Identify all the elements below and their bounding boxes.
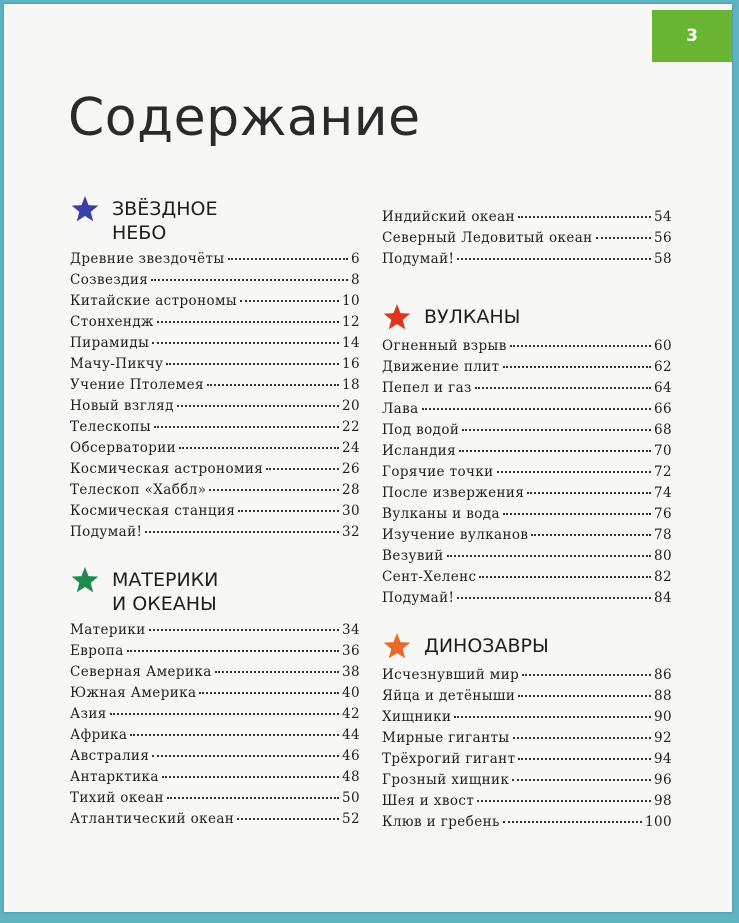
dot-leader <box>459 450 651 452</box>
dot-leader <box>518 695 651 697</box>
toc-entry-title: Шея и хвост <box>382 793 475 809</box>
toc-entry-page: 92 <box>654 730 672 746</box>
dot-leader <box>510 345 651 347</box>
dot-leader <box>512 779 651 781</box>
toc-entry-title: Космическая станция <box>70 503 236 519</box>
toc-entry-title: Материки <box>70 622 146 638</box>
dot-leader <box>477 800 651 802</box>
section-heading <box>70 194 360 245</box>
section-heading <box>382 302 672 332</box>
toc-entry[interactable] <box>382 251 672 272</box>
toc-entry-title: Пирамиды <box>70 335 150 351</box>
toc-entry-title: Исчезнувший мир <box>382 667 520 683</box>
toc-entry[interactable] <box>70 440 360 461</box>
dot-leader <box>157 321 339 323</box>
dot-leader <box>422 408 651 410</box>
toc-entry-title: Подумай! <box>382 590 455 606</box>
toc-entry[interactable] <box>382 569 672 590</box>
toc-entry[interactable] <box>70 272 360 293</box>
dot-leader <box>596 237 651 239</box>
toc-entry-page: 22 <box>342 419 360 435</box>
dot-leader <box>237 818 339 820</box>
star-icon <box>382 631 412 661</box>
section-heading <box>382 631 672 661</box>
toc-entry[interactable] <box>382 359 672 380</box>
toc-entry[interactable] <box>382 548 672 569</box>
dot-leader <box>518 216 651 218</box>
toc-entry-page: 26 <box>342 461 360 477</box>
toc-entry-page: 42 <box>342 706 360 722</box>
toc-entry-title: Созвездия <box>70 272 149 288</box>
toc-entry[interactable] <box>382 730 672 751</box>
toc-entry-page: 54 <box>654 209 672 225</box>
toc-entry[interactable] <box>382 401 672 422</box>
section-heading <box>70 565 360 616</box>
toc-section <box>382 631 672 835</box>
toc-entry[interactable] <box>70 706 360 727</box>
toc-entry-title: Подумай! <box>70 524 143 540</box>
toc-entry[interactable] <box>70 293 360 314</box>
toc-entry-title: Исландия <box>382 443 456 459</box>
dot-leader <box>110 713 339 715</box>
dot-leader <box>240 300 339 302</box>
toc-entry-title: Хищники <box>382 709 452 725</box>
toc-entry[interactable] <box>70 314 360 335</box>
dot-leader <box>503 513 651 515</box>
toc-entry-page: 14 <box>342 335 360 351</box>
toc-entry-page: 62 <box>654 359 672 375</box>
toc-entry-title: Изучение вулканов <box>382 527 529 543</box>
toc-entry[interactable] <box>382 590 672 611</box>
toc-entry[interactable] <box>382 230 672 251</box>
toc-entry-page: 98 <box>654 793 672 809</box>
toc-entry-page: 74 <box>654 485 672 501</box>
dot-leader <box>177 405 339 407</box>
toc-entry-title: Австралия <box>70 748 150 764</box>
toc-entry-title: Трёхрогий гигант <box>382 751 516 767</box>
dot-leader <box>154 426 339 428</box>
toc-entry-page: 38 <box>342 664 360 680</box>
toc-entry-title: Атлантический океан <box>70 811 235 827</box>
dot-leader <box>167 797 339 799</box>
dot-leader <box>454 716 651 718</box>
toc-entry[interactable] <box>70 482 360 503</box>
toc-entry[interactable] <box>70 461 360 482</box>
toc-entry-page: 52 <box>342 811 360 827</box>
toc-entry-page: 36 <box>342 643 360 659</box>
dot-leader <box>457 597 651 599</box>
toc-entry[interactable] <box>382 485 672 506</box>
toc-entry-title: Древние звездочёты <box>70 251 225 267</box>
toc-right-column <box>382 209 672 855</box>
toc-entry-page: 24 <box>342 440 360 456</box>
toc-entry[interactable] <box>70 769 360 790</box>
dot-leader <box>238 510 339 512</box>
dot-leader <box>447 555 651 557</box>
toc-entry-title: Телескоп «Хаббл» <box>70 482 207 498</box>
dot-leader <box>127 650 339 652</box>
toc-entry-title: Движение плит <box>382 359 500 375</box>
toc-entry[interactable] <box>70 748 360 769</box>
toc-entry[interactable] <box>70 811 360 832</box>
section-title: ЗВЁЗДНОЕ НЕБО <box>112 198 218 244</box>
toc-entry-page: 56 <box>654 230 672 246</box>
toc-entry[interactable] <box>70 335 360 356</box>
toc-entry[interactable] <box>70 356 360 377</box>
dot-leader <box>503 821 642 823</box>
dot-leader <box>152 342 339 344</box>
toc-entry-page: 88 <box>654 688 672 704</box>
toc-entry[interactable] <box>382 814 672 835</box>
toc-entry-title: Китайские астрономы <box>70 293 238 309</box>
toc-entry[interactable] <box>382 709 672 730</box>
toc-entry-title: Под водой <box>382 422 460 438</box>
dot-leader <box>518 758 651 760</box>
toc-entry-title: Стонхендж <box>70 314 154 330</box>
dot-leader <box>462 429 651 431</box>
toc-entry[interactable] <box>70 643 360 664</box>
toc-entry-page: 64 <box>654 380 672 396</box>
dot-leader <box>228 258 348 260</box>
toc-entry-page: 50 <box>342 790 360 806</box>
section-title: ВУЛКАНЫ <box>424 306 521 328</box>
dot-leader <box>166 363 339 365</box>
dot-leader <box>209 489 339 491</box>
star-icon <box>70 194 100 224</box>
toc-entry-page: 10 <box>342 293 360 309</box>
toc-entry-title: Мачу-Пикчу <box>70 356 164 372</box>
dot-leader <box>130 734 339 736</box>
toc-entry-title: Везувий <box>382 548 444 564</box>
toc-entry-title: Южная Америка <box>70 685 197 701</box>
toc-entry-title: Антарктика <box>70 769 159 785</box>
dot-leader <box>457 258 651 260</box>
toc-section <box>382 302 672 611</box>
toc-entry-title: Северный Ледовитый океан <box>382 230 593 246</box>
dot-leader <box>151 279 348 281</box>
toc-entry[interactable] <box>382 506 672 527</box>
toc-entry-page: 16 <box>342 356 360 372</box>
toc-entry-title: Клюв и гребень <box>382 814 500 830</box>
toc-entry-page: 44 <box>342 727 360 743</box>
toc-entry[interactable] <box>70 251 360 272</box>
toc-entry[interactable] <box>382 443 672 464</box>
toc-entry-title: Индийский океан <box>382 209 515 225</box>
toc-entry-title: Учение Птолемея <box>70 377 204 393</box>
toc-entry[interactable] <box>382 751 672 772</box>
toc-entry[interactable] <box>70 398 360 419</box>
dot-leader <box>179 447 339 449</box>
dot-leader <box>215 671 339 673</box>
toc-section <box>70 565 360 832</box>
toc-entry-title: Азия <box>70 706 107 722</box>
toc-entry[interactable] <box>70 727 360 748</box>
toc-entry-page: 32 <box>342 524 360 540</box>
toc-entry[interactable] <box>382 772 672 793</box>
toc-entry-title: Космическая астрономия <box>70 461 264 477</box>
toc-entry[interactable] <box>382 688 672 709</box>
toc-entry[interactable] <box>382 793 672 814</box>
toc-entry-page: 60 <box>654 338 672 354</box>
toc-entry-title: Пепел и газ <box>382 380 472 396</box>
toc-entry-page: 68 <box>654 422 672 438</box>
toc-entry[interactable] <box>382 380 672 401</box>
toc-entry[interactable] <box>382 527 672 548</box>
toc-entry-page: 8 <box>351 272 360 288</box>
dot-leader <box>149 629 339 631</box>
toc-entry[interactable] <box>382 209 672 230</box>
toc-entry-page: 80 <box>654 548 672 564</box>
toc-entry[interactable] <box>70 664 360 685</box>
toc-entry[interactable] <box>70 419 360 440</box>
page-number: 3 <box>686 26 698 46</box>
toc-entry-title: Обсерватории <box>70 440 177 456</box>
toc-entry-page: 82 <box>654 569 672 585</box>
toc-entry[interactable] <box>70 377 360 398</box>
toc-entry-title: Мирные гиганты <box>382 730 510 746</box>
toc-entry[interactable] <box>70 622 360 643</box>
toc-entry[interactable] <box>382 667 672 688</box>
dot-leader <box>522 674 651 676</box>
page-number-tab <box>652 10 732 62</box>
toc-entry-page: 30 <box>342 503 360 519</box>
dot-leader <box>513 737 652 739</box>
toc-entry-page: 100 <box>645 814 672 830</box>
dot-leader <box>152 755 339 757</box>
page-title: Содержание <box>68 88 421 148</box>
star-icon <box>382 302 412 332</box>
toc-entry[interactable] <box>382 422 672 443</box>
dot-leader <box>531 534 651 536</box>
toc-entry[interactable] <box>70 790 360 811</box>
dot-leader <box>266 468 339 470</box>
toc-entry-title: Подумай! <box>382 251 455 267</box>
toc-entry-page: 46 <box>342 748 360 764</box>
toc-section <box>70 194 360 545</box>
toc-entry-page: 76 <box>654 506 672 522</box>
toc-entry-title: После извержения <box>382 485 525 501</box>
toc-entry-page: 84 <box>654 590 672 606</box>
dot-leader <box>479 576 651 578</box>
toc-entry-page: 96 <box>654 772 672 788</box>
dot-leader <box>145 531 339 533</box>
toc-entry-page: 66 <box>654 401 672 417</box>
toc-section <box>382 209 672 272</box>
dot-leader <box>497 471 651 473</box>
toc-entry-page: 12 <box>342 314 360 330</box>
toc-entry-page: 72 <box>654 464 672 480</box>
toc-entry-title: Вулканы и вода <box>382 506 500 522</box>
dot-leader <box>199 692 339 694</box>
toc-entry-title: Европа <box>70 643 124 659</box>
toc-entry[interactable] <box>382 464 672 485</box>
toc-entry-page: 18 <box>342 377 360 393</box>
toc-entry-title: Сент-Хеленс <box>382 569 477 585</box>
toc-entry-title: Северная Америка <box>70 664 212 680</box>
toc-entry-page: 78 <box>654 527 672 543</box>
toc-entry-title: Африка <box>70 727 128 743</box>
section-title: МАТЕРИКИ И ОКЕАНЫ <box>112 569 219 615</box>
toc-entry-page: 58 <box>654 251 672 267</box>
toc-entry[interactable] <box>70 503 360 524</box>
dot-leader <box>503 366 652 368</box>
toc-entry-page: 48 <box>342 769 360 785</box>
toc-entry-page: 70 <box>654 443 672 459</box>
toc-entry-page: 34 <box>342 622 360 638</box>
toc-entry[interactable] <box>70 524 360 545</box>
toc-entry-title: Грозный хищник <box>382 772 510 788</box>
toc-entry[interactable] <box>382 338 672 359</box>
toc-entry-title: Яйца и детёныши <box>382 688 516 704</box>
toc-entry-title: Тихий океан <box>70 790 164 806</box>
toc-entry-page: 86 <box>654 667 672 683</box>
toc-entry-page: 40 <box>342 685 360 701</box>
toc-entry-title: Новый взгляд <box>70 398 174 414</box>
dot-leader <box>207 384 339 386</box>
toc-entry-page: 90 <box>654 709 672 725</box>
toc-entry-page: 28 <box>342 482 360 498</box>
toc-entry-page: 20 <box>342 398 360 414</box>
toc-entry-page: 6 <box>351 251 360 267</box>
section-title: ДИНОЗАВРЫ <box>424 635 549 657</box>
toc-entry-page: 94 <box>654 751 672 767</box>
book-page <box>4 4 732 912</box>
star-icon <box>70 565 100 595</box>
dot-leader <box>475 387 651 389</box>
dot-leader <box>162 776 339 778</box>
toc-entry[interactable] <box>70 685 360 706</box>
toc-left-column <box>70 194 360 852</box>
toc-entry-title: Лава <box>382 401 419 417</box>
toc-entry-title: Огненный взрыв <box>382 338 507 354</box>
toc-entry-title: Телескопы <box>70 419 152 435</box>
toc-entry-title: Горячие точки <box>382 464 494 480</box>
dot-leader <box>527 492 651 494</box>
